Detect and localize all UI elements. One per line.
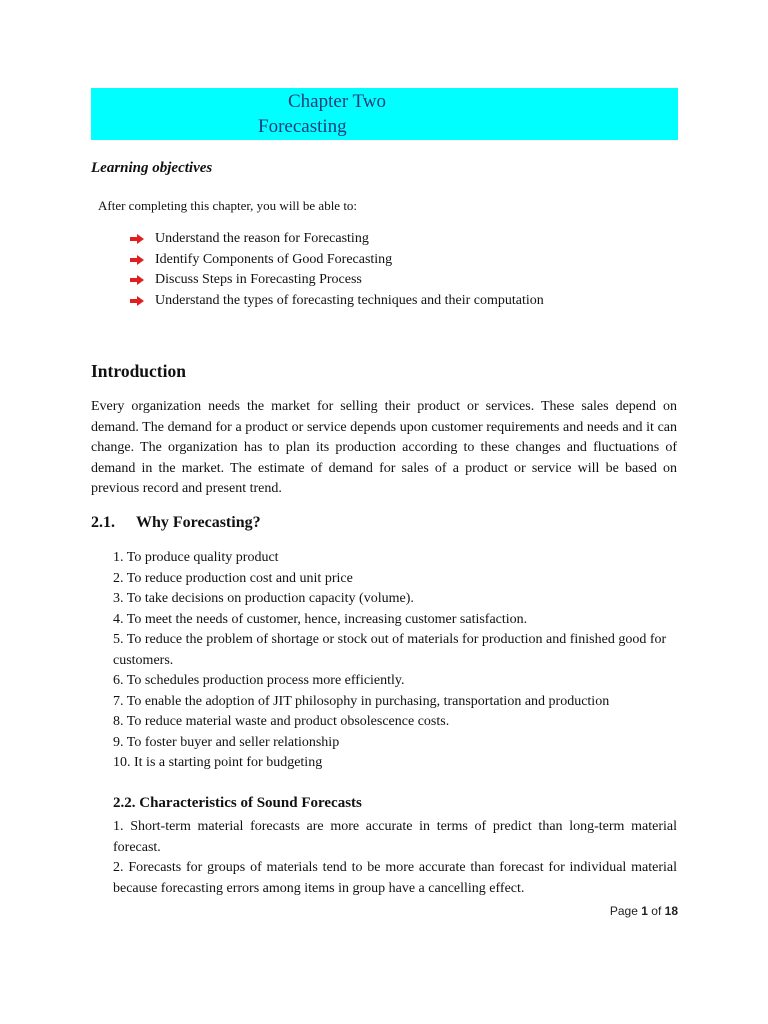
learning-objectives-intro: After completing this chapter, you will be able to: — [98, 198, 358, 213]
objective-item — [130, 250, 544, 271]
introduction-heading: Introduction — [91, 361, 186, 381]
list-item: 2. To reduce production cost and unit price — [113, 570, 353, 586]
objective-item — [130, 229, 544, 250]
page-number: 1 — [641, 904, 648, 918]
list-item: 7. To enable the adoption of JIT philosophy in purchasing, transportation and production — [113, 693, 610, 709]
list-item: 3. To take decisions on production capacity (volume). — [113, 591, 414, 606]
learning-objectives-list — [130, 229, 544, 311]
why-forecasting-list — [113, 548, 678, 774]
chapter-number: Chapter Two — [288, 91, 387, 112]
list-item: 9. To foster buyer and seller relationship — [113, 734, 340, 750]
total-pages: 18 — [664, 904, 678, 918]
section-number: 2.1. — [91, 514, 115, 531]
objective-text: Understand the types of forecasting techniques and their computation — [155, 292, 544, 308]
list-item: 6. To schedules production process more efficiently. — [113, 673, 405, 688]
of-label: of — [651, 904, 662, 918]
characteristics-heading: 2.2. Characteristics of Sound Forecasts — [113, 795, 362, 811]
why-forecasting-heading — [91, 514, 261, 532]
chapter-title-banner — [91, 88, 678, 140]
learning-objectives-heading: Learning objectives — [91, 160, 213, 176]
characteristics-paragraph: 2. Forecasts for groups of materials tend to be more accurate than forecast for individual material because forecasting errors among items in group have a cancelling effect. — [113, 860, 677, 896]
red-arrow-icon — [130, 234, 144, 244]
objective-text: Understand the reason for Forecasting — [155, 231, 369, 246]
characteristics-paragraph: 1. Short-term material forecasts are more accurate in terms of predict than long-term material forecast. — [113, 819, 677, 855]
objective-item — [130, 291, 544, 312]
objective-text: Discuss Steps in Forecasting Process — [155, 272, 362, 287]
introduction-paragraph: Every organization needs the market for selling their product or services. These sales depend on demand. The demand for a product or service depends upon customer requirements and needs and it can change. The organization has to plan its production according to these changes and fluctuations of demand in the market. The estimate of demand for sales of a product or service will be based on previous record and present trend. — [91, 399, 677, 497]
chapter-title: Forecasting — [258, 116, 347, 137]
page-label: Page — [609, 904, 638, 918]
list-item: 1. To produce quality product — [113, 550, 279, 565]
list-item: 4. To meet the needs of customer, hence, increasing customer satisfaction. — [113, 611, 528, 627]
page-footer — [610, 904, 678, 918]
list-item: 8. To reduce material waste and product obsolescence costs. — [113, 714, 450, 729]
list-item: 5. To reduce the problem of shortage or stock out of materials for production and finished good for customers. — [113, 632, 667, 668]
red-arrow-icon — [130, 296, 144, 306]
section-title: Why Forecasting? — [136, 514, 261, 531]
red-arrow-icon — [130, 255, 144, 265]
red-arrow-icon — [130, 275, 144, 285]
objective-text: Identify Components of Good Forecasting — [155, 251, 393, 267]
list-item: 10. It is a starting point for budgeting — [113, 755, 323, 770]
objective-item — [130, 270, 544, 291]
